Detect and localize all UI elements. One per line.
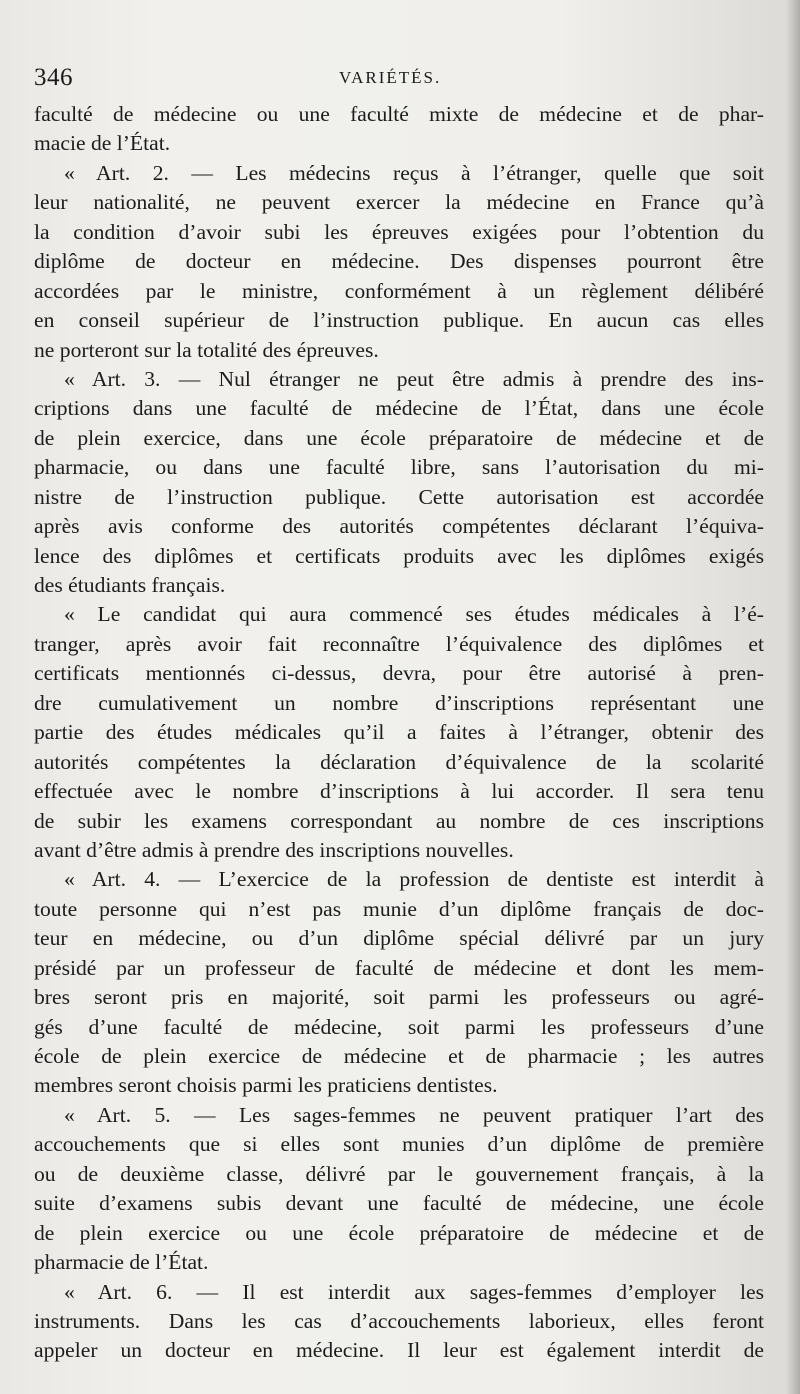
text-line: autorités compétentes la déclaration d’équivalence de la scolarité [34, 749, 764, 774]
text-line: lence des diplômes et certificats produits avec les diplômes exigés [34, 543, 764, 568]
text-line: « Art. 2. — Les médecins reçus à l’étranger, quelle que soit [64, 160, 764, 185]
page-edge-shadow [786, 0, 800, 1394]
text-line: instruments. Dans les cas d’accouchements laborieux, elles feront [34, 1308, 764, 1333]
text-line: effectuée avec le nombre d’inscriptions à lui accorder. Il sera tenu [34, 779, 764, 804]
text-line: appeler un docteur en médecine. Il leur est également interdit de [34, 1338, 764, 1363]
text-line: accordées par le ministre, conformément à un règlement délibéré [34, 278, 764, 303]
text-line: ou de deuxième classe, délivré par le gouvernement français, à la [34, 1161, 764, 1186]
text-line: en conseil supérieur de l’instruction publique. En aucun cas elles [34, 308, 764, 333]
text-line: partie des études médicales qu’il a faites à l’étranger, obtenir des [34, 720, 764, 745]
text-line: pharmacie de l’État. [34, 1250, 209, 1275]
text-line: teur en médecine, ou d’un diplôme spécial délivré par un jury [34, 926, 764, 951]
text-line: membres seront choisis parmi les praticiens dentistes. [34, 1073, 498, 1098]
text-line: de subir les examens correspondant au nombre de ces inscriptions [34, 808, 764, 833]
text-line: « Le candidat qui aura commencé ses études médicales à l’é- [64, 602, 764, 627]
text-line: avant d’être admis à prendre des inscriptions nouvelles. [34, 837, 514, 862]
text-line: nistre de l’instruction publique. Cette autorisation est accordée [34, 484, 764, 509]
text-line: « Art. 3. — Nul étranger ne peut être admis à prendre des ins- [64, 366, 764, 391]
text-line: accouchements que si elles sont munies d’un diplôme de première [34, 1132, 764, 1157]
text-line: leur nationalité, ne peuvent exercer la médecine en France qu’à [34, 190, 764, 215]
text-line: la condition d’avoir subi les épreuves exigées pour l’obtention du [34, 219, 764, 244]
text-line: tranger, après avoir fait reconnaître l’équivalence des diplômes et [34, 631, 764, 656]
text-line: diplôme de docteur en médecine. Des dispenses pourront être [34, 249, 764, 274]
text-line: dre cumulativement un nombre d’inscriptions représentant une [34, 690, 764, 715]
body-text [34, 100, 764, 1366]
text-line: école de plein exercice de médecine et de pharmacie ; les autres [34, 1044, 764, 1068]
text-line: macie de l’État. [34, 131, 171, 156]
text-line: certificats mentionnés ci-dessus, devra, pour être autorisé à pren- [34, 661, 764, 686]
text-line: toute personne qui n’est pas munie d’un diplôme français de doc- [34, 896, 764, 921]
text-line: « Art. 5. — Les sages-femmes ne peuvent pratiquer l’art des [64, 1102, 764, 1127]
text-line: suite d’examens subis devant une faculté de médecine, une école [34, 1191, 764, 1216]
text-line: après avis conforme des autorités compétentes déclarant l’équiva- [34, 514, 764, 539]
text-line: « Art. 6. — Il est interdit aux sages-femmes d’employer les [64, 1279, 764, 1304]
text-line: de plein exercice ou une école préparatoire de médecine et de [34, 1220, 764, 1245]
running-head: VARIÉTÉS. [339, 68, 442, 87]
page-header [34, 64, 764, 98]
text-line: bres seront pris en majorité, soit parmi les professeurs ou agré- [34, 985, 764, 1010]
text-line: pharmacie, ou dans une faculté libre, sans l’autorisation du mi- [34, 455, 764, 480]
text-line: ne porteront sur la totalité des épreuves. [34, 337, 379, 362]
text-line: faculté de médecine ou une faculté mixte de médecine et de phar- [34, 102, 764, 126]
page-number: 346 [34, 64, 73, 91]
text-line: gés d’une faculté de médecine, soit parmi les professeurs d’une [34, 1014, 764, 1039]
text-line: de plein exercice, dans une école préparatoire de médecine et de [34, 425, 764, 450]
text-line: « Art. 4. — L’exercice de la profession de dentiste est interdit à [64, 867, 764, 892]
text-line: criptions dans une faculté de médecine de l’État, dans une école [34, 396, 764, 421]
text-line: présidé par un professeur de faculté de médecine et dont les mem- [34, 955, 764, 980]
text-line: des étudiants français. [34, 573, 226, 597]
